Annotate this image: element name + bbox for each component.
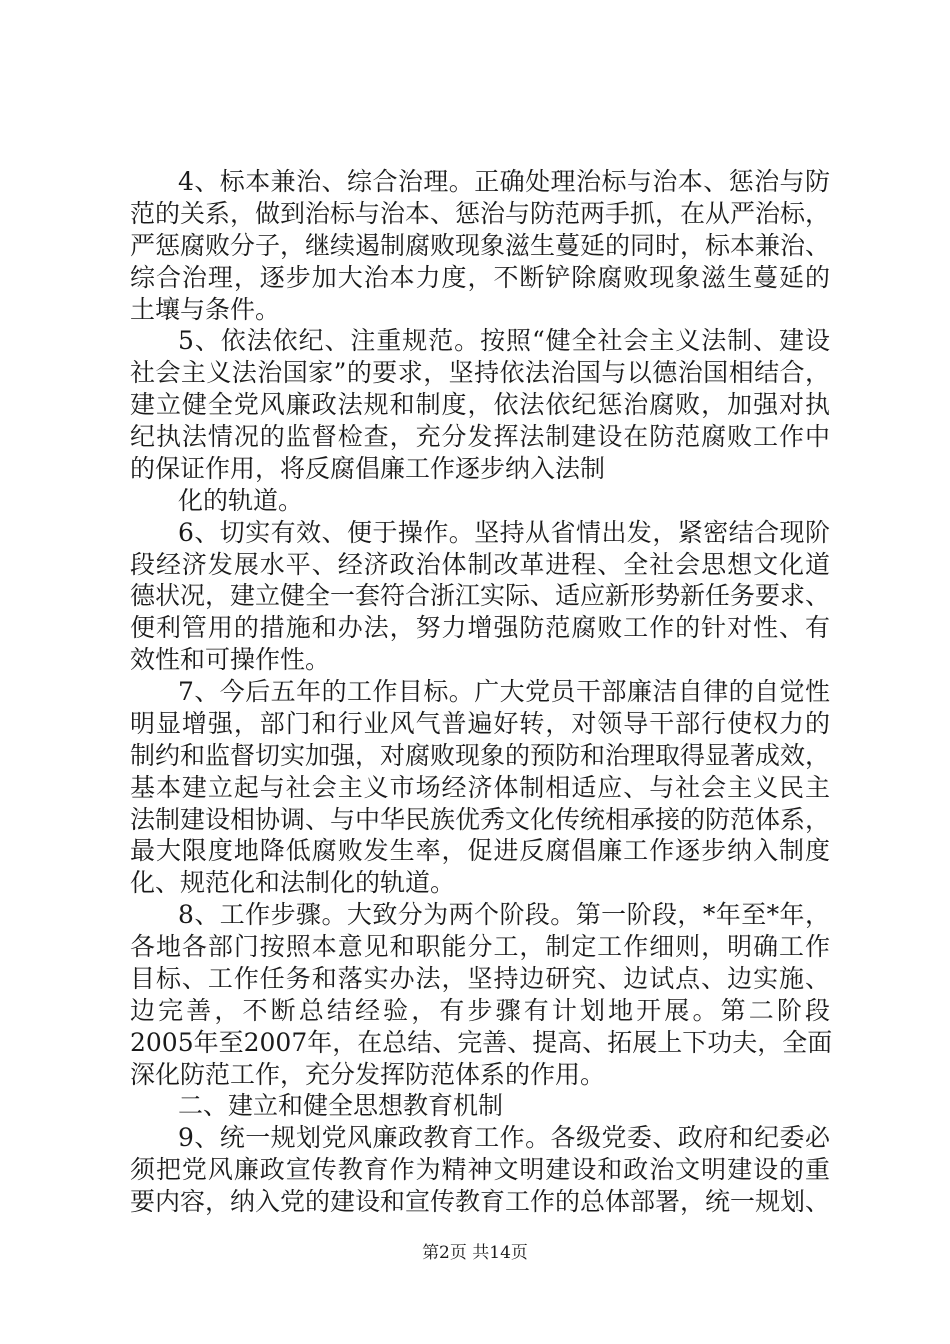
text-line: 最大限度地降低腐败发生率，促进反腐倡廉工作逐步纳入制度 xyxy=(130,836,830,866)
text-line: 法制建设相协调、与中华民族优秀文化传统相承接的防范体系， xyxy=(130,804,831,834)
text-line: 社会主义法治国家”的要求，坚持依法治国与以德治国相结合， xyxy=(130,358,830,388)
text-line: 范的关系，做到治标与治本、惩治与防范两手抓，在从严治标， xyxy=(130,198,831,228)
text-line: 化的轨道。 xyxy=(178,485,304,515)
text-line: 综合治理，逐步加大治本力度，不断铲除腐败现象滋生蔓延的 xyxy=(130,262,830,292)
text-line: 7、今后五年的工作目标。广大党员干部廉洁自律的自觉性 xyxy=(178,677,830,707)
text-line: 严惩腐败分子，继续遏制腐败现象滋生蔓延的同时，标本兼治、 xyxy=(130,230,831,260)
text-line: 6、切实有效、便于操作。坚持从省情出发，紧密结合现阶 xyxy=(178,517,830,547)
text-line: 的保证作用，将反腐倡廉工作逐步纳入法制 xyxy=(130,453,606,483)
text-line: 边完善，不断总结经验，有步骤有计划地开展。第二阶段 xyxy=(130,995,830,1025)
text-line: 效性和可操作性。 xyxy=(130,645,331,675)
text-line: 化、规范化和法制化的轨道。 xyxy=(130,868,456,898)
text-line: 4、标本兼治、综合治理。正确处理治标与治本、惩治与防 xyxy=(178,167,830,196)
text-line: 要内容，纳入党的建设和宣传教育工作的总体部署，统一规划、 xyxy=(130,1187,831,1217)
text-line: 各地各部门按照本意见和职能分工，制定工作细则，明确工作 xyxy=(130,932,830,962)
text-line: 须把党风廉政宣传教育作为精神文明建设和政治文明建设的重 xyxy=(130,1155,830,1185)
section-heading: 二、建立和健全思想教育机制 xyxy=(178,1091,504,1121)
text-line: 段经济发展水平、经济政治体制改革进程、全社会思想文化道 xyxy=(130,549,830,579)
text-line: 8、工作步骤。大致分为两个阶段。第一阶段，*年至*年， xyxy=(178,900,830,930)
text-line: 目标、工作任务和落实办法，坚持边研究、边试点、边实施、 xyxy=(130,963,830,993)
text-line: 9、统一规划党风廉政教育工作。各级党委、政府和纪委必 xyxy=(178,1123,830,1153)
text-line: 深化防范工作，充分发挥防范体系的作用。 xyxy=(130,1059,606,1089)
text-line: 土壤与条件。 xyxy=(130,294,281,324)
text-line: 明显增强，部门和行业风气普遍好转，对领导干部行使权力的 xyxy=(130,708,830,738)
text-line: 2005年至2007年，在总结、完善、提高、拓展上下功夫，全面 xyxy=(130,1027,833,1057)
text-line: 制约和监督切实加强，对腐败现象的预防和治理取得显著成效， xyxy=(130,740,831,770)
text-line: 德状况，建立健全一套符合浙江实际、适应新形势新任务要求、 xyxy=(130,581,831,611)
page-number-footer: 第2页 共14页 xyxy=(422,1243,528,1263)
text-line: 基本建立起与社会主义市场经济体制相适应、与社会主义民主 xyxy=(130,772,830,802)
text-line: 5、依法依纪、注重规范。按照“健全社会主义法制、建设 xyxy=(178,326,830,356)
text-line: 建立健全党风廉政法规和制度，依法依纪惩治腐败，加强对执 xyxy=(130,390,830,420)
text-line: 纪执法情况的监督检查，充分发挥法制建设在防范腐败工作中 xyxy=(130,422,830,452)
text-line: 便利管用的措施和办法，努力增强防范腐败工作的针对性、有 xyxy=(130,613,830,643)
